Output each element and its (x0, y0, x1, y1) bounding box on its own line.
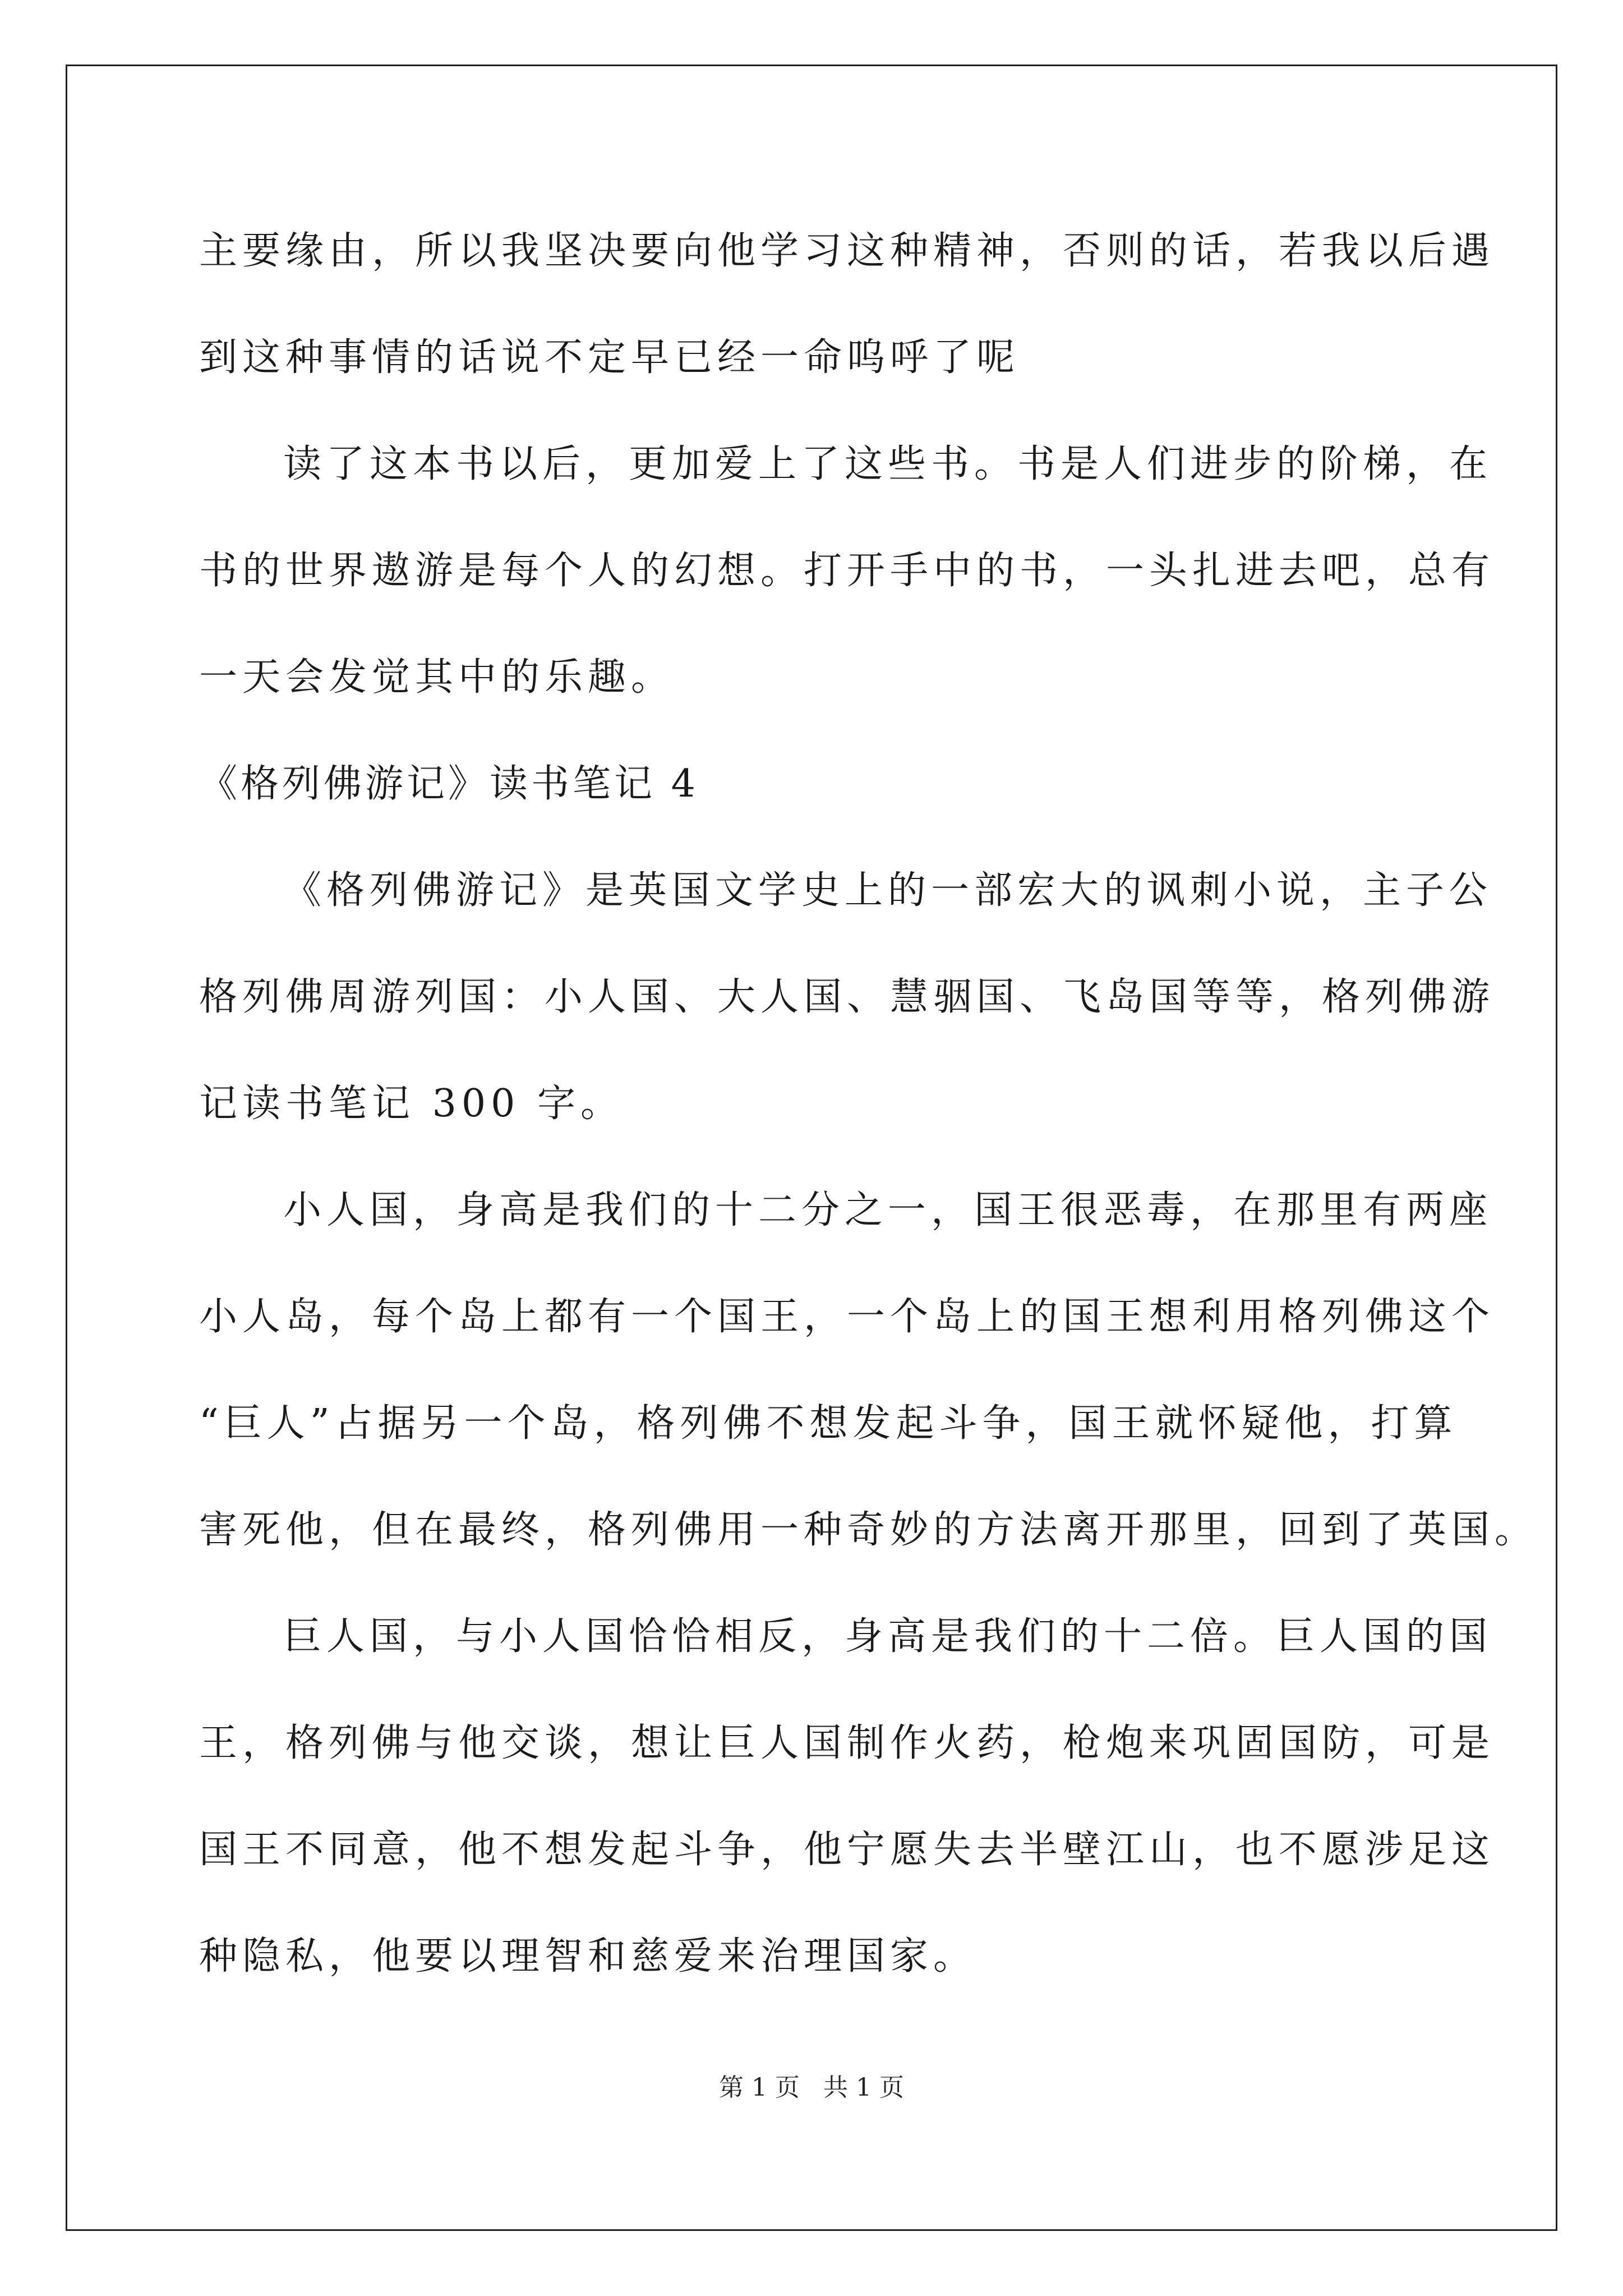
body-line: 王，格列佛与他交谈，想让巨人国制作火药，枪炮来巩固国防，可是 (199, 1721, 1495, 1765)
body-line: 记读书笔记 300 字。 (199, 1082, 624, 1126)
section-heading: 《格列佛游记》读书笔记 4 (199, 762, 699, 806)
body-line: 国王不同意，他不想发起斗争，他宁愿失去半壁江山，也不愿涉足这 (199, 1828, 1495, 1872)
paragraph-first-line: 《格列佛游记》是英国文学史上的一部宏大的讽刺小说，主子公 (283, 868, 1493, 913)
body-line: 小人岛，每个岛上都有一个国王，一个岛上的国王想利用格列佛这个 (199, 1295, 1495, 1339)
page-border (66, 65, 1557, 2231)
body-line: 主要缘由，所以我坚决要向他学习这种精神，否则的话，若我以后遇 (199, 229, 1495, 273)
page-number-footer: 第 1 页 共 1 页 (719, 2073, 904, 2102)
paragraph-first-line: 小人国，身高是我们的十二分之一，国王很恶毒，在那里有两座 (283, 1188, 1493, 1232)
body-line: “巨人”占据另一个岛，格列佛不想发起斗争，国王就怀疑他，打算 (199, 1401, 1458, 1446)
body-line: 害死他，但在最终，格列佛用一种奇妙的方法离开那里，回到了英国。 (199, 1508, 1538, 1552)
body-line: 到这种事情的话说不定早已经一命呜呼了呢 (199, 335, 1020, 380)
paragraph-first-line: 巨人国，与小人国恰恰相反，身高是我们的十二倍。巨人国的国 (283, 1614, 1493, 1659)
body-line: 一天会发觉其中的乐趣。 (199, 655, 675, 700)
body-line: 种隐私，他要以理智和慈爱来治理国家。 (199, 1934, 977, 1978)
body-line: 书的世界遨游是每个人的幻想。打开手中的书，一头扎进去吧，总有 (199, 549, 1495, 593)
body-line: 格列佛周游列国：小人国、大人国、慧骃国、飞岛国等等，格列佛游 (199, 975, 1495, 1019)
paragraph-first-line: 读了这本书以后，更加爱上了这些书。书是人们进步的阶梯，在 (283, 442, 1493, 486)
